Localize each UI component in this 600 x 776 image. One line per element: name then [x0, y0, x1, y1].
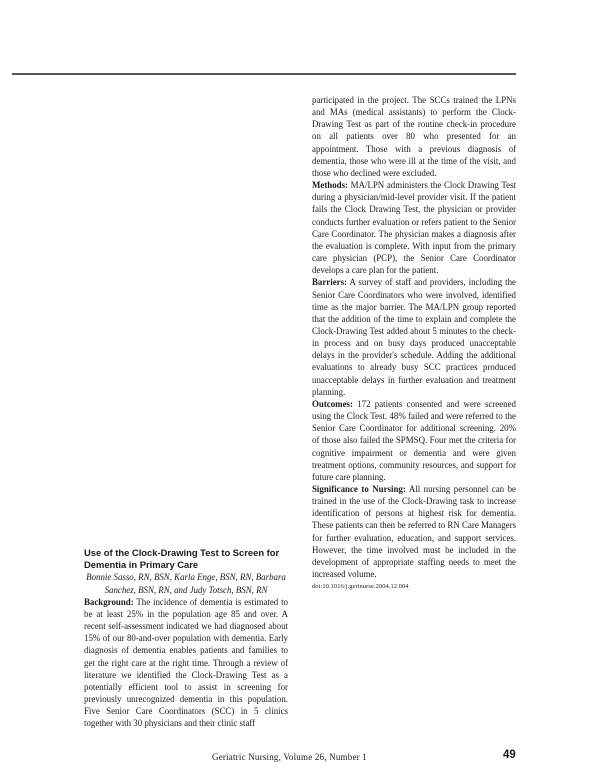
running-footer: Geriatric Nursing, Volume 26, Number 1: [212, 752, 367, 762]
section-heading: Significance to Nursing:: [312, 484, 406, 494]
section-methods: [312, 179, 516, 276]
left-column: [84, 547, 288, 729]
section-heading: Outcomes:: [312, 398, 353, 409]
section-text: A survey of staff and providers, including the Senior Care Coordinators who were involved, identified time as the major barrier. The MA/LPN group reported that the addition of the time to explain and complete the Clock-Drawing Test added about 5 minutes to the check-in process and on busy days produced unacceptable delays in the provider's schedule. Adding the additional evaluations to already busy SCC practices produced unacceptable delays in further evaluation and treatment planning.: [312, 277, 516, 397]
section-background-continued: participated in the project. The SCCs trained the LPNs and MAs (medical assistants) to perform the Clock-Drawing Test as part of the routine check-in procedure on all patients over 80 who presented for an appointment. Those with a previous diagnosis of dementia, those who were ill at the time of the visit, and those who declined were excluded.: [312, 95, 516, 178]
section-barriers: [312, 276, 516, 398]
section-background: [84, 596, 288, 730]
section-heading: Methods:: [312, 180, 348, 191]
article-title: Use of the Clock-Drawing Test to Screen for Dementia in Primary Care: [84, 547, 280, 571]
right-column: [312, 94, 516, 592]
section-text: The incidence of dementia is estimated to be at least 25% in the population age 85 and over. A recent self-assessment indicated we had diagnosed about 15% of our 80-and-over population with dementia. Early diagnosis of dementia enables patients and families to get the right care at the right time. Through a review of literature we identified the Clock-Drawing Test as a potentially efficient tool to assist in screening for previously unrecognized dementia in this population. Five Senior Care Coordinators (SCC) in 5 clinics together with 30 physicians and their clinic staff: [84, 596, 288, 729]
section-significance: [312, 483, 516, 580]
section-heading: Background:: [84, 596, 134, 607]
doi[interactable]: doi:10.1016/j.gerinurse.2004.12.004: [312, 583, 409, 591]
section-outcomes: [312, 398, 516, 483]
header-rule: [12, 73, 516, 75]
section-text: 172 patients consented and were screened using the Clock Test. 48% failed and were referred to the Senior Care Coordinator for additional screening. 20% of those also failed the SPMSQ. Four met the criteria for cognitive impairment or dementia and were given treatment options, community resources, and support for future care planning.: [312, 398, 516, 482]
section-heading: Barriers:: [312, 277, 347, 288]
page-number: 49: [503, 749, 516, 761]
article-authors: Bonnie Sasso, RN, BSN, Karla Enge, BSN, RN, Barbara Sanchez, BSN, RN, and Judy Totsch, BSN, RN: [86, 572, 286, 595]
section-text: MA/LPN administers the Clock Drawing Test during a physician/mid-level provider visit. If the patient fails the Clock Drawing Test, the physician or provider conducts further evaluation or refers patient to the Senior Care Coordinator. The physician makes a diagnosis after the evaluation is complete. With input from the primary care physician (PCP), the Senior Care Coordinator develops a care plan for the patient.: [312, 180, 517, 276]
section-text: All nursing personnel can be trained in the use of the Clock-Drawing task to increase identification of persons at highest risk for dementia. These patients can then be referred to RN Care Managers for further evaluation, education, and support services. However, the time involved must be included in the development of appropriate staffing needs to meet the increased volume.: [312, 484, 516, 580]
